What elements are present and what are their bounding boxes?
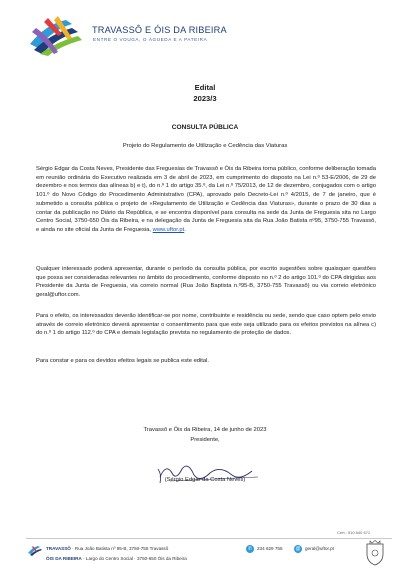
edital-number: 2023/3 — [193, 94, 217, 103]
paragraph-2: Qualquer interessado poderá apresentar, durante o período da consulta pública, por escrito sugestões sobre quaisquer questões que possa ser consideradas relevantes no âmbito do procedimento, conforme disposto no n.º 2 do artigo 101.º do CPA dirigidas aos Presidente da Junta de Freguesia, via correio normal (Rua João Baptista n.º95-B, 3750-755 Travassô) ou via correio eletrónico geral@uftor.com. — [36, 266, 376, 299]
paragraph-1-end: . — [184, 226, 186, 233]
reference-code: Cert.: 510 840 671 — [337, 530, 371, 535]
edital-title: Edital — [194, 83, 216, 92]
footer-email[interactable]: geral@uftor.pt — [305, 546, 334, 551]
parish-logo — [28, 14, 84, 58]
email-icon: @ — [295, 546, 301, 552]
signature-name: (Sérgio Edgar da Costa Neves) — [164, 477, 246, 483]
website-link[interactable]: www.uftor.pt — [152, 226, 185, 233]
footer-place2-name: ÓIS DA RIBEIRA — [46, 556, 82, 561]
brand-tagline: ENTRE O VOUGA, O ÁGUEDA E A PATEIRA — [93, 37, 208, 42]
footer-address-ois — [46, 556, 187, 561]
footer-address-travasso — [46, 546, 168, 551]
paragraph-1 — [36, 165, 376, 235]
brand-name: TRAVASSÔ E ÓIS DA RIBEIRA — [92, 25, 227, 35]
coat-of-arms-icon — [364, 540, 386, 566]
footer-divider — [26, 538, 392, 539]
signature-date: Travassô e Óis da Ribeira, 14 de junho de 2023 — [143, 427, 267, 433]
footer-logo — [28, 545, 42, 556]
paragraph-4: Para constar e para os devidos efeitos legais se publica este edital. — [36, 358, 210, 364]
paragraph-1-text: Sérgio Edgar da Costa Neves, Presidente das Freguesias de Travassô e Óis da Ribeira torna público, conforme deliberação tomada em reunião ordinária do Executivo realizada em 3 de abril de 2023, em cumprimento do disposto na Lei n.º 53-E/2006, de 29 de dezembro e nos termos das alíneas b) e t), do n.º 1 do artigo 35.º, da Lei n.º 75/2013, de 12 de dezembro, conjugados com o artigo 101.º do Novo Código do Procedimento Administrativo (CPA), aprovado pelo Decreto-Lei n.º 4/2015, de 7 de janeiro, que é submetido a consulta pública o projeto de «Regulamento de Utilização e Cedência das Viaturas», durante o prazo de 30 dias a contar da publicação no Diário da República, e se encontra disponível para consulta na sede da Junta de Freguesia sita no Largo Centro Social, 3750-650 Óis da Ribeira, e na delegação da Junta de Freguesia sita da Rua João Batista nº95, 3750-755 Travassô, e ainda no site oficial da Junta de Freguesia, — [36, 166, 376, 233]
paragraph-3: Para o efeito, os interessados deverão identificar-se por nome, contribuinte e residência ou sede, sendo que caso optem pelo envio através de correio eletrónico deverá apresentar o consentimento para que este seja utilizado para os efeitos previstos na alínea c) do n.º 1 do artigo 112.º do CPA e demais legislação prevista no regulamento de proteção de dados. — [36, 313, 376, 337]
handwritten-signature — [140, 455, 280, 489]
document-heading: CONSULTA PÚBLICA — [171, 124, 239, 131]
footer-place1-address: · Rua João Batista nº 95-B, 3750-755 Travassô — [72, 546, 169, 551]
footer-place2-address: · Largo do Centro Social · 3750-650 Óis da Ribeira — [83, 556, 187, 561]
footer-place1-name: TRAVASSÔ — [46, 546, 71, 551]
signature-role: Presidente, — [190, 437, 220, 443]
phone-icon: ✆ — [247, 546, 253, 552]
document-subheading: Projeto do Regulamento de Utilização e Cedência das Viaturas — [122, 143, 288, 149]
footer-phone[interactable]: 234 629 755 — [257, 546, 283, 551]
